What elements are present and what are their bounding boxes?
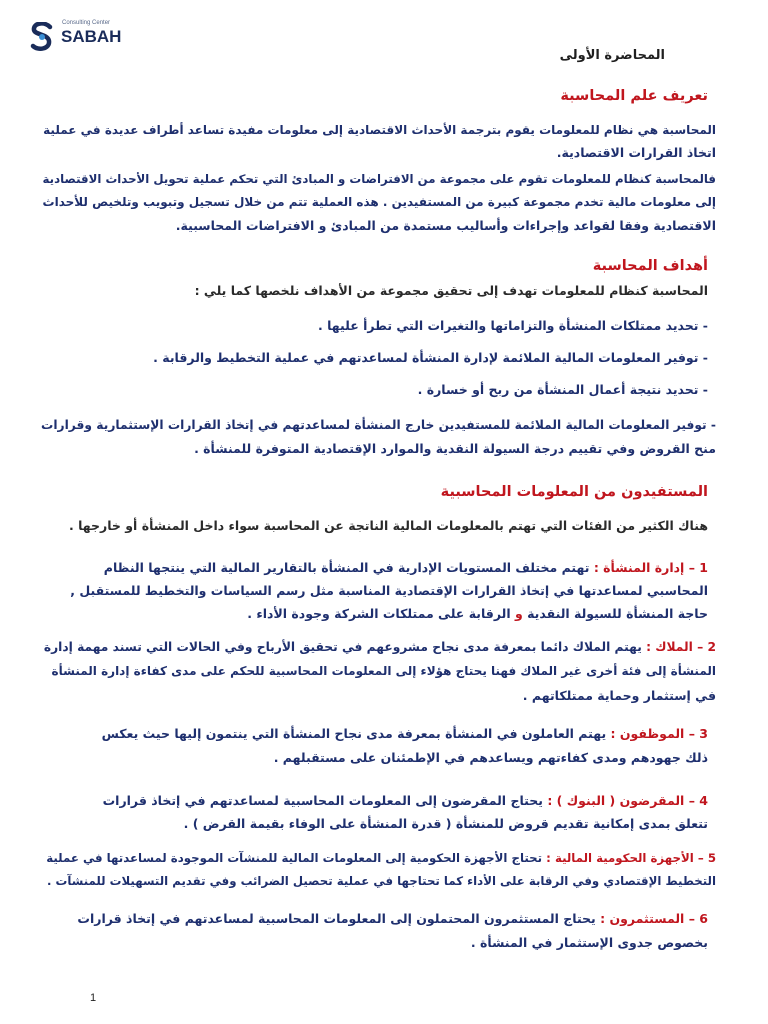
beneficiary-3-line2: ذلك جهودهم ومدى كفاءتهم ويساعدهم في الإطمئنان على مستقبلهم . <box>273 750 708 765</box>
beneficiary-4-title: 4 – المقرضون ( البنوك ) : <box>547 793 708 808</box>
beneficiaries-intro: هناك الكثير من الفئات التي تهتم بالمعلومات المالية الناتجة عن المحاسبة سواء داخل المنشأة أو خارجها . <box>68 518 708 533</box>
beneficiary-1-line3-a: حاجة المنشأة للسيولة النقدية <box>527 606 708 621</box>
beneficiary-5-title: 5 – الأجهزة الحكومية المالية : <box>546 851 716 865</box>
beneficiary-1-and: و <box>510 606 528 621</box>
section-heading-objectives: أهداف المحاسبة <box>592 258 708 274</box>
section-heading-beneficiaries: المستفيدون من المعلومات المحاسبية <box>440 484 708 500</box>
beneficiary-6-title: 6 – المستثمرون : <box>600 911 708 926</box>
logo-brand-name: SABAH <box>61 27 122 46</box>
beneficiary-2-title: 2 – الملاك : <box>646 640 716 654</box>
beneficiary-3-title: 3 – الموظفون : <box>610 726 708 741</box>
beneficiary-4-line1 <box>103 793 708 808</box>
beneficiary-5-line2: التخطيط الإقتصادي وفي الرقابة على الأداء كما تحتاجها في عملية تحصيل الضرائب وفي تقديم التسهيلات للمنشآت . <box>46 874 716 888</box>
definition-para2-line1: فالمحاسبة كنظام للمعلومات تقوم على مجموعة من الافتراضات و المبادئ التي تحكم عملية تحويل الأحداث الاقتصادية <box>42 172 716 186</box>
company-logo <box>30 20 120 56</box>
sabah-logo-mark-icon <box>30 22 54 52</box>
beneficiary-6-text: يحتاج المستثمرون المحتملون إلى المعلومات المحاسبية لمساعدتهم في إتخاذ قرارات <box>77 911 601 926</box>
objective-item-3: - تحديد نتيجة أعمال المنشأة من ربح أو خسارة . <box>417 382 708 397</box>
beneficiary-4-text: يحتاج المقرضون إلى المعلومات المحاسبية لمساعدتهم في إتخاذ قرارات <box>102 793 548 808</box>
beneficiary-3-line1 <box>102 726 708 741</box>
objective-item-4-line1: - توفير المعلومات المالية الملائمة للمستفيدين خارج المنشأة لمساعدتهم في إتخاذ القرارات الإستثمارية وقرارات <box>41 418 716 432</box>
beneficiary-6-line1 <box>77 911 708 926</box>
definition-para2-line3: الاقتصادية وفقا لقواعد وإجراءات وأساليب مستمدة من المبادئ و الافتراضات المحاسبية. <box>175 218 716 233</box>
beneficiary-2-line2: المنشأة إلى فئة أخرى غير الملاك فهنا يحتاج هؤلاء إلى المعلومات المحاسبية للحكم على مدى كفاءة إدارة المنشأة <box>51 664 716 678</box>
page-number: 1 <box>90 992 97 1004</box>
lecture-title: المحاضرة الأولى <box>559 48 665 63</box>
beneficiary-3-text: يهتم العاملون في المنشأة بمعرفة مدى نجاح المنشأة التي ينتمون إليها حيث يعكس <box>101 726 611 741</box>
beneficiary-2-line3: في إستثمار وحماية ممتلكاتهم . <box>522 688 716 703</box>
beneficiary-1-line3-b: الرقابة على ممتلكات الشركة وجودة الأداء . <box>247 606 511 621</box>
beneficiary-1-title: 1 – إدارة المنشأة : <box>593 560 708 575</box>
logo-subtitle: Consulting Center <box>62 20 111 26</box>
definition-para1-line2: اتخاذ القرارات الاقتصادية. <box>556 145 716 160</box>
section-heading-definition: تعريف علم المحاسبة <box>560 88 708 104</box>
beneficiary-6-line2: بخصوص جدوى الإستثمار في المنشأة . <box>470 935 708 950</box>
beneficiary-2-text: يهتم الملاك دائما بمعرفة مدى نجاح مشروعهم في تحقيق الأرباح وفي الحالات التي تسند مهمة إدارة <box>43 640 647 654</box>
beneficiary-1-text: تهتم مختلف المستويات الإدارية في المنشأة بالتقارير المالية التي ينتجها النظام <box>103 560 594 575</box>
objectives-intro: المحاسبة كنظام للمعلومات تهدف إلى تحقيق مجموعة من الأهداف نلخصها كما يلي : <box>194 283 708 298</box>
definition-para1-line1: المحاسبة هي نظام للمعلومات يقوم بترجمة الأحداث الاقتصادية إلى معلومات مفيدة تساعد أطراف عديدة في عملية <box>43 123 716 137</box>
beneficiary-1-line1 <box>104 560 708 575</box>
beneficiary-2-line1 <box>44 640 716 654</box>
objective-item-1: - تحديد ممتلكات المنشأة والتزاماتها والتغيرات التي تطرأ عليها . <box>317 318 708 333</box>
beneficiary-5-text: تحتاج الأجهزة الحكومية إلى المعلومات المالية للمنشآت الموجودة لمساعدتها في عملية <box>46 851 547 865</box>
beneficiary-1-line3 <box>247 606 708 621</box>
objective-item-4-line2: منح القروض وفي تقييم درجة السيولة النقدية والموارد الإقتصادية المتوفرة للمنشأة . <box>194 441 716 456</box>
beneficiary-5-line1 <box>46 851 716 865</box>
definition-para2-line2: إلى معلومات مالية تخدم مجموعة كبيرة من المستفيدين . هذه العملية تتم من خلال تسجيل وتبويب وتلخيص للأحداث <box>42 195 716 209</box>
beneficiary-4-line2: تتعلق بمدى إمكانية تقديم قروض للمنشأة ( قدرة المنشأة على الوفاء بقيمة القرض ) . <box>183 816 708 831</box>
beneficiary-1-line2: المحاسبي لمساعدتها في إتخاذ القرارات الإقتصادية المناسبة مثل رسم السياسات والتخطيط للمستقبل , <box>70 583 708 598</box>
objective-item-2: - توفير المعلومات المالية الملائمة لإدارة المنشأة لمساعدتهم في عملية التخطيط والرقابة . <box>153 350 708 365</box>
